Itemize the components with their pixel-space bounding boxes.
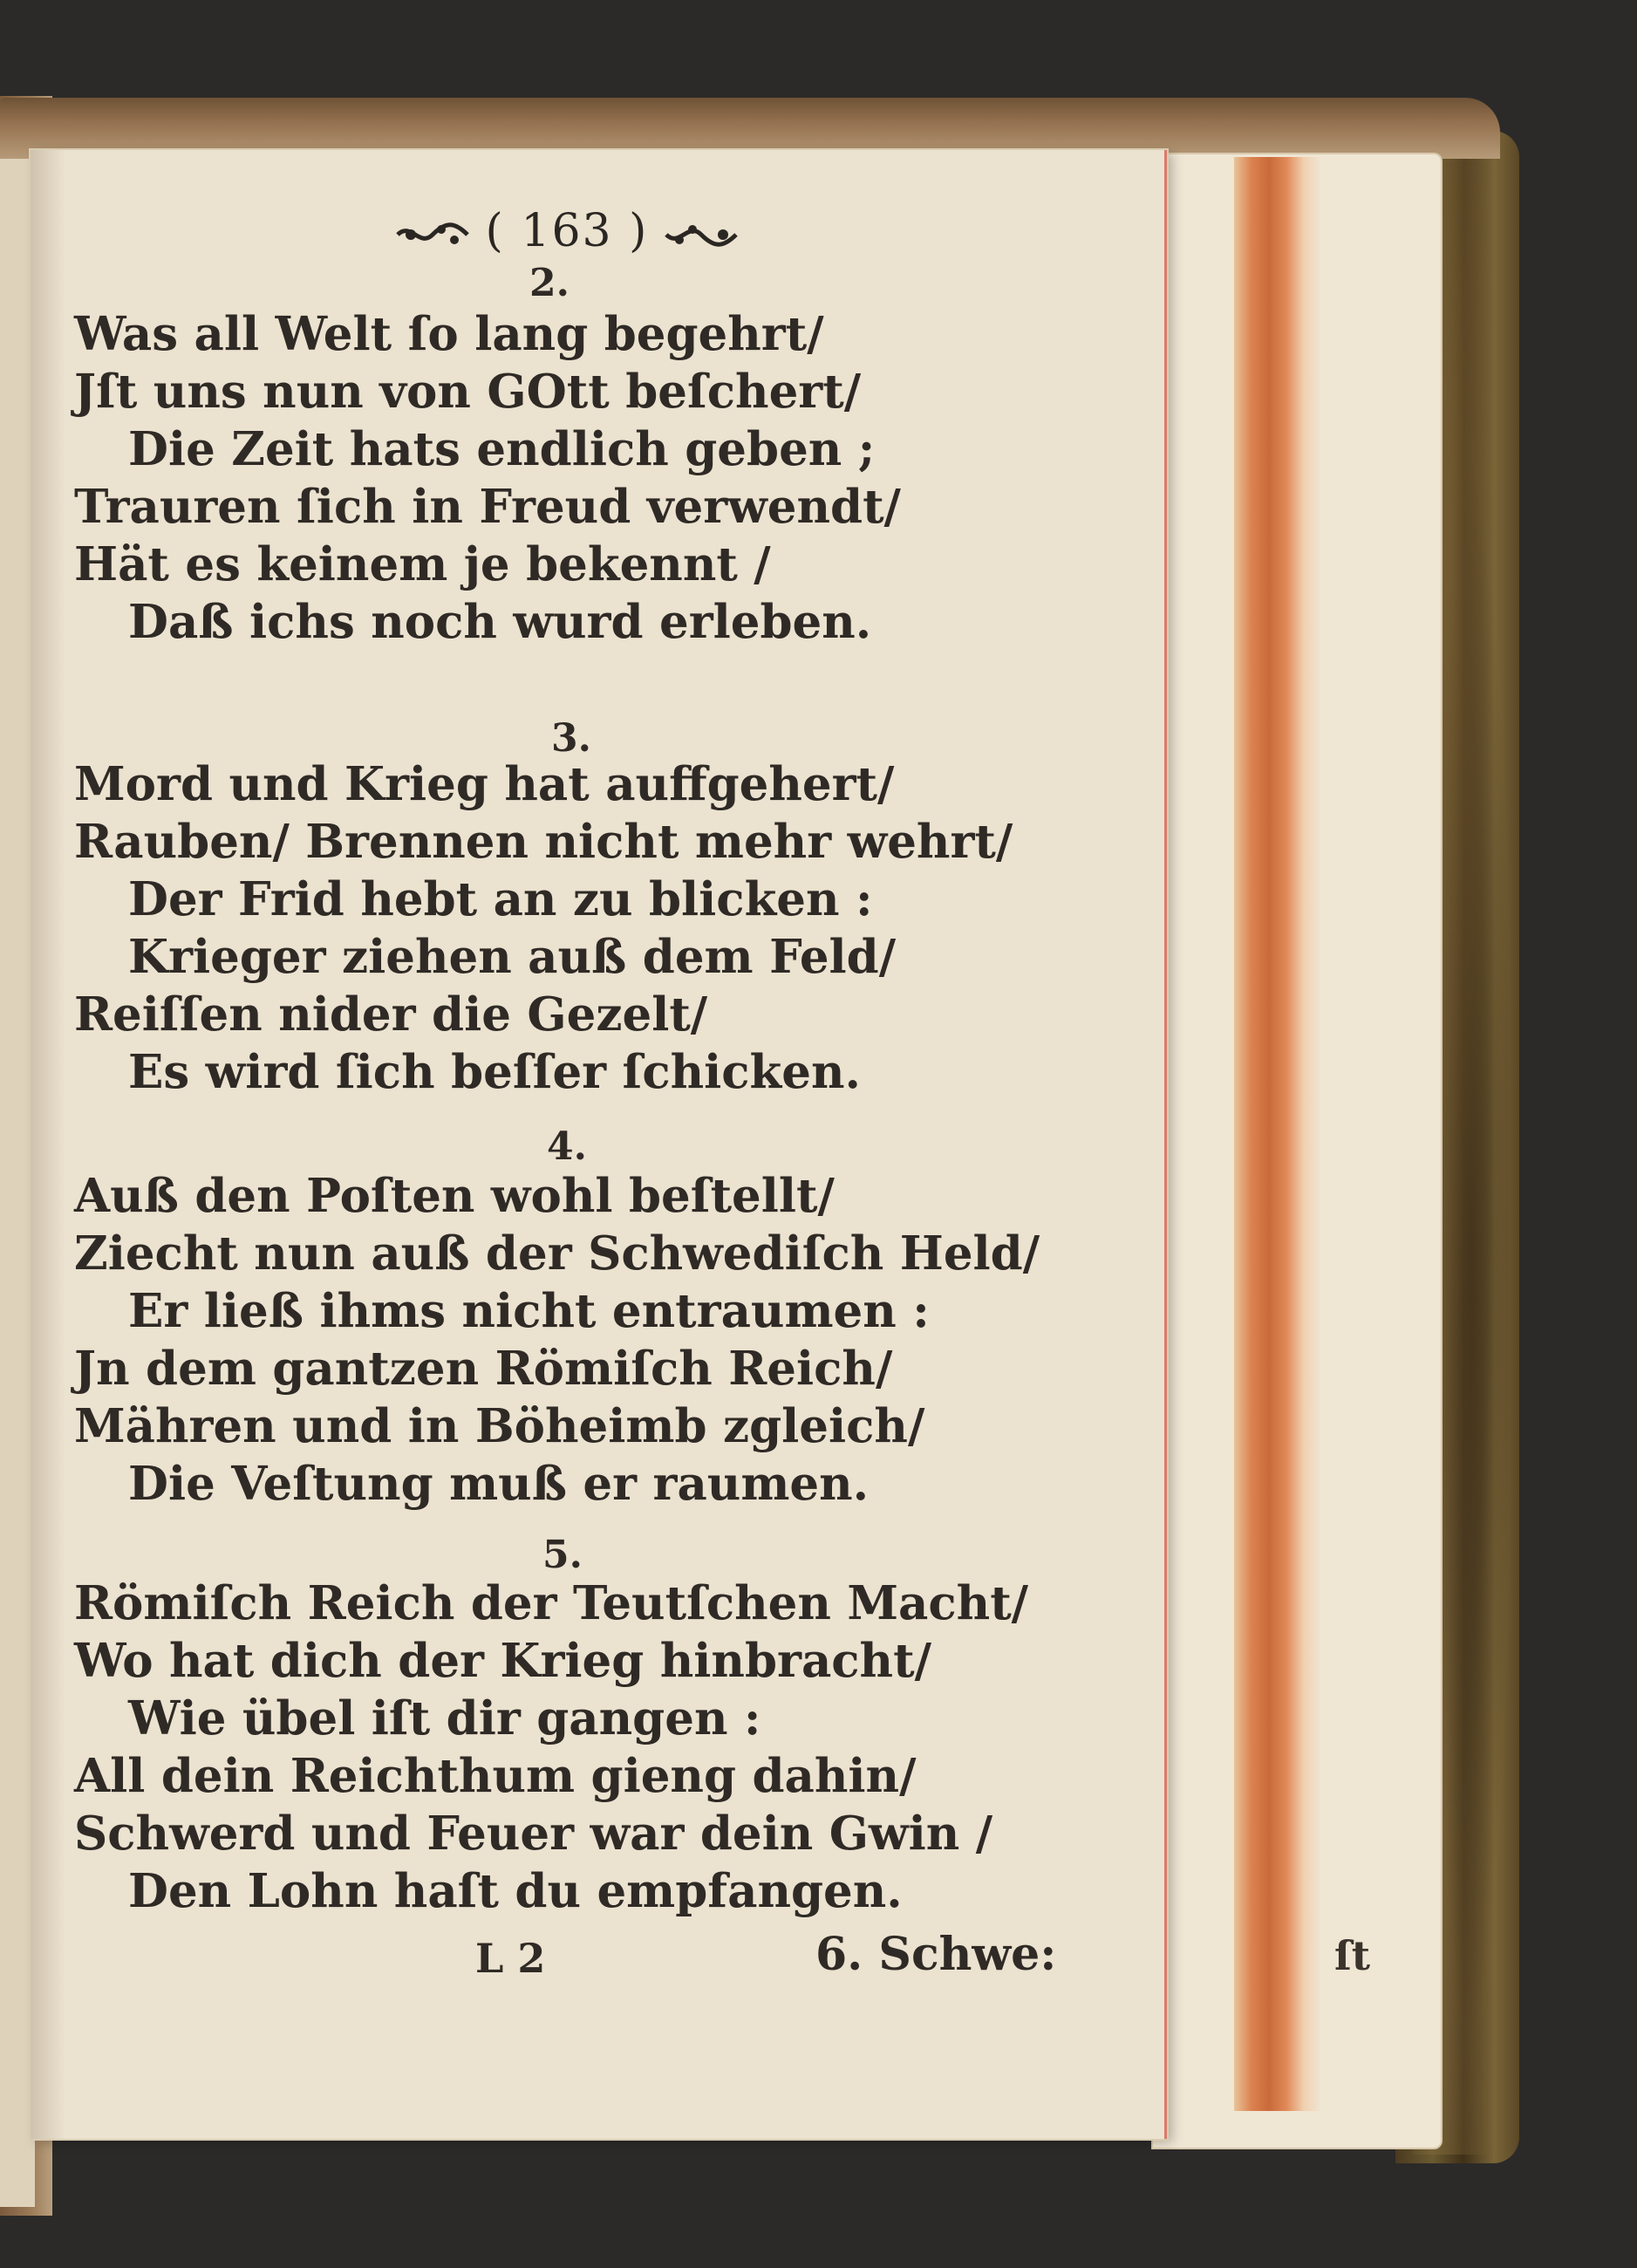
verse-line: Wie übel iſt dir gangen : (128, 1691, 761, 1745)
stanza-number: 2. (529, 261, 570, 305)
verse-line: Jn dem gantzen Römiſch Reich/ (74, 1342, 893, 1396)
verse-line: Auß den Poſten wohl beſtellt/ (74, 1169, 835, 1223)
verse-line: All dein Reichthum gieng dahin/ (74, 1749, 917, 1803)
page-header (384, 205, 750, 266)
signature-mark: L 2 (475, 1935, 546, 1982)
stanza (74, 305, 1121, 651)
verse-line: Römiſch Reich der Teutſchen Macht/ (74, 1576, 1029, 1630)
red-page-edges (1234, 157, 1321, 2111)
verse-line: Was all Welt ſo lang begehrt/ (74, 307, 824, 361)
verse-line: Reiſſen nider die Gezelt/ (74, 987, 708, 1042)
verse-line: Mähren und in Böheimb zgleich/ (74, 1399, 925, 1453)
verse-line: Es wird ſich beſſer ſchicken. (128, 1045, 861, 1099)
stanza-number: 5. (542, 1533, 583, 1577)
verse-line: Der Frid hebt an zu blicken : (128, 872, 873, 926)
right-ornament-icon (662, 217, 740, 252)
stanza-number: 3. (551, 716, 591, 761)
verse-line: Ziecht nun auß der Schwediſch Held/ (74, 1226, 1040, 1281)
verse-line: Daß ichs noch wurd erleben. (128, 595, 872, 649)
stanza (74, 1167, 1121, 1513)
stanza (74, 755, 1121, 1101)
left-page-edge (0, 157, 35, 2207)
adjacent-page-fragment: ſt (1334, 1932, 1371, 1979)
verse-line: Jſt uns nun von GOtt beſchert/ (74, 365, 862, 419)
verse-line: Hät es keinem je bekennt / (74, 537, 771, 591)
page-gutter-shadow (31, 150, 65, 2139)
left-ornament-icon (393, 217, 472, 252)
verse-line: Mord und Krieg hat auffgehert/ (74, 757, 895, 811)
verse-line: Die Zeit hats endlich geben ; (128, 422, 876, 476)
verse-line: Trauren ſich in Freud verwendt/ (74, 480, 901, 534)
stanza (74, 1575, 1121, 1920)
verse-line: Den Lohn haſt du empfangen. (128, 1864, 903, 1918)
verse-line: Schwerd und Feuer war dein Gwin / (74, 1807, 993, 1861)
verse-line: Er ließ ihms nicht entraumen : (128, 1284, 930, 1338)
verse-line: Die Veſtung muß er raumen. (128, 1457, 870, 1511)
catchword: 6. Schwe: (815, 1928, 1057, 1981)
verse-line: Krieger ziehen auß dem Feld/ (128, 930, 897, 984)
verse-line: Rauben/ Brennen nicht mehr wehrt/ (74, 815, 1013, 869)
page-number: ( 163 ) (485, 205, 649, 257)
verse-line: Wo hat dich der Krieg hinbracht/ (74, 1634, 931, 1688)
stanza-number: 4. (547, 1124, 587, 1169)
